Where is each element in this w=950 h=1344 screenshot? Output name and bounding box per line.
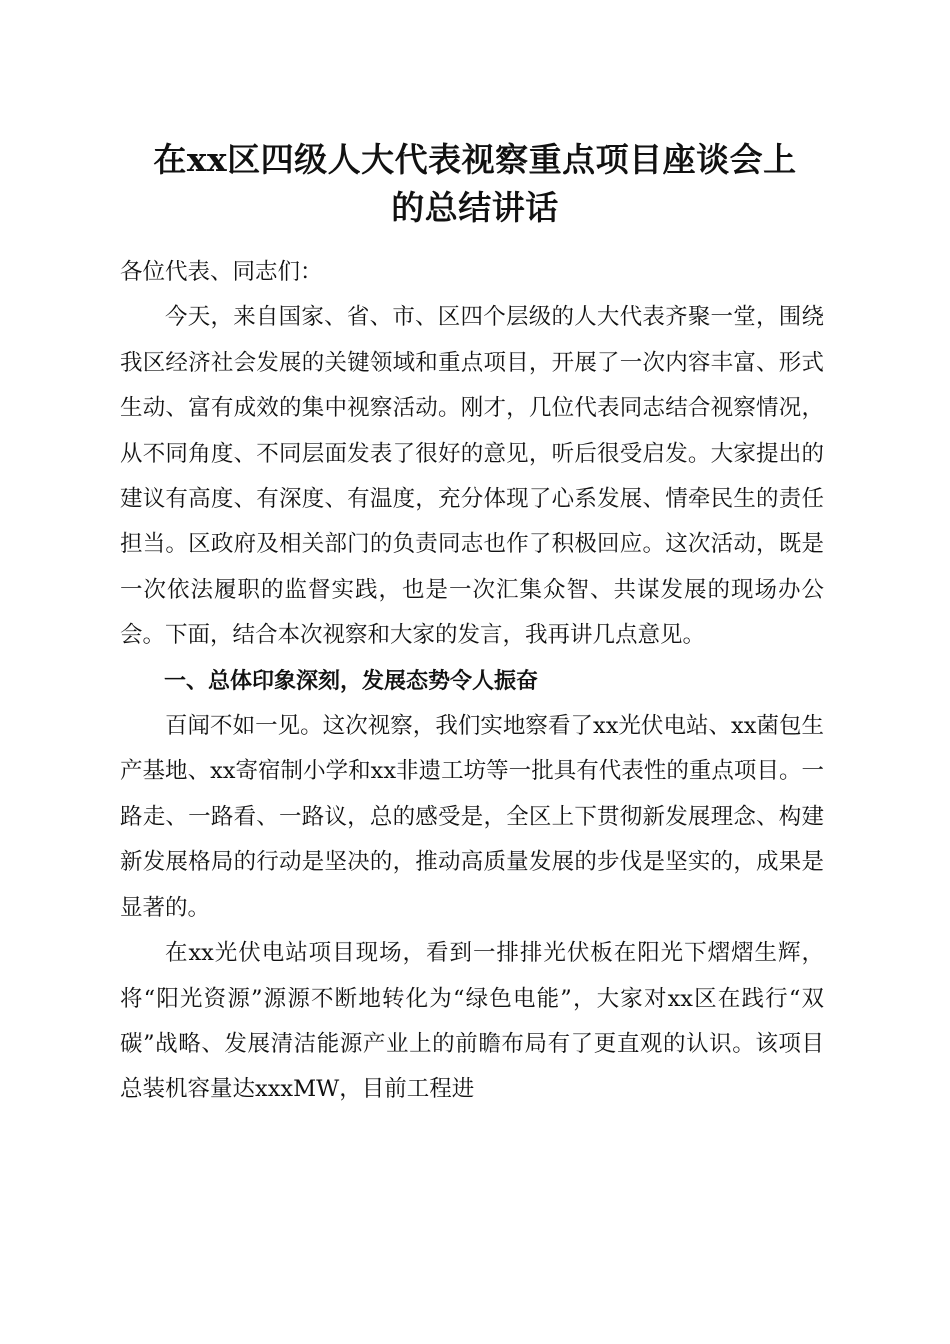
- paragraph-intro: 今天，来自国家、省、市、区四个层级的人大代表齐聚一堂，围绕我区经济社会发展的关键领域和重点项目，开展了一次内容丰富、形式生动、富有成效的集中视察活动。刚才，几位代表同志结合视察情况，从不同角度、不同层面发表了很好的意见，听后很受启发。大家提出的建议有高度、有深度、有温度，充分体现了心系发展、情牵民生的责任担当。区政府及相关部门的负责同志也作了积极回应。这次活动，既是一次依法履职的监督实践，也是一次汇集众智、共谋发展的现场办公会。下面，结合本次视察和大家的发言，我再讲几点意见。: [120, 304, 824, 649]
- section-heading: 一、总体印象深刻，发展态势令人振奋: [164, 668, 539, 694]
- document-body: [120, 250, 824, 1113]
- salutation: 各位代表、同志们：: [120, 259, 323, 285]
- title-line-2: 的总结讲话: [391, 188, 559, 227]
- title-line-1: 在xx区四级人大代表视察重点项目座谈会上: [153, 140, 797, 179]
- document-title: [100, 136, 850, 232]
- paragraph-solar-project: 在xx光伏电站项目现场，看到一排排光伏板在阳光下熠熠生辉，将“阳光资源”源源不断地转化为“绿色电能”，大家对xx区在践行“双碳”战略、发展清洁能源产业上的前瞻布局有了更直观的认识。该项目总装机容量达xxxMW，目前工程进: [120, 940, 824, 1103]
- paragraph-overview: 百闻不如一见。这次视察，我们实地察看了xx光伏电站、xx菌包生产基地、xx寄宿制小学和xx非遗工坊等一批具有代表性的重点项目。一路走、一路看、一路议，总的感受是，全区上下贯彻新发展理念、构建新发展格局的行动是坚决的，推动高质量发展的步伐是坚实的，成果是显著的。: [120, 713, 824, 921]
